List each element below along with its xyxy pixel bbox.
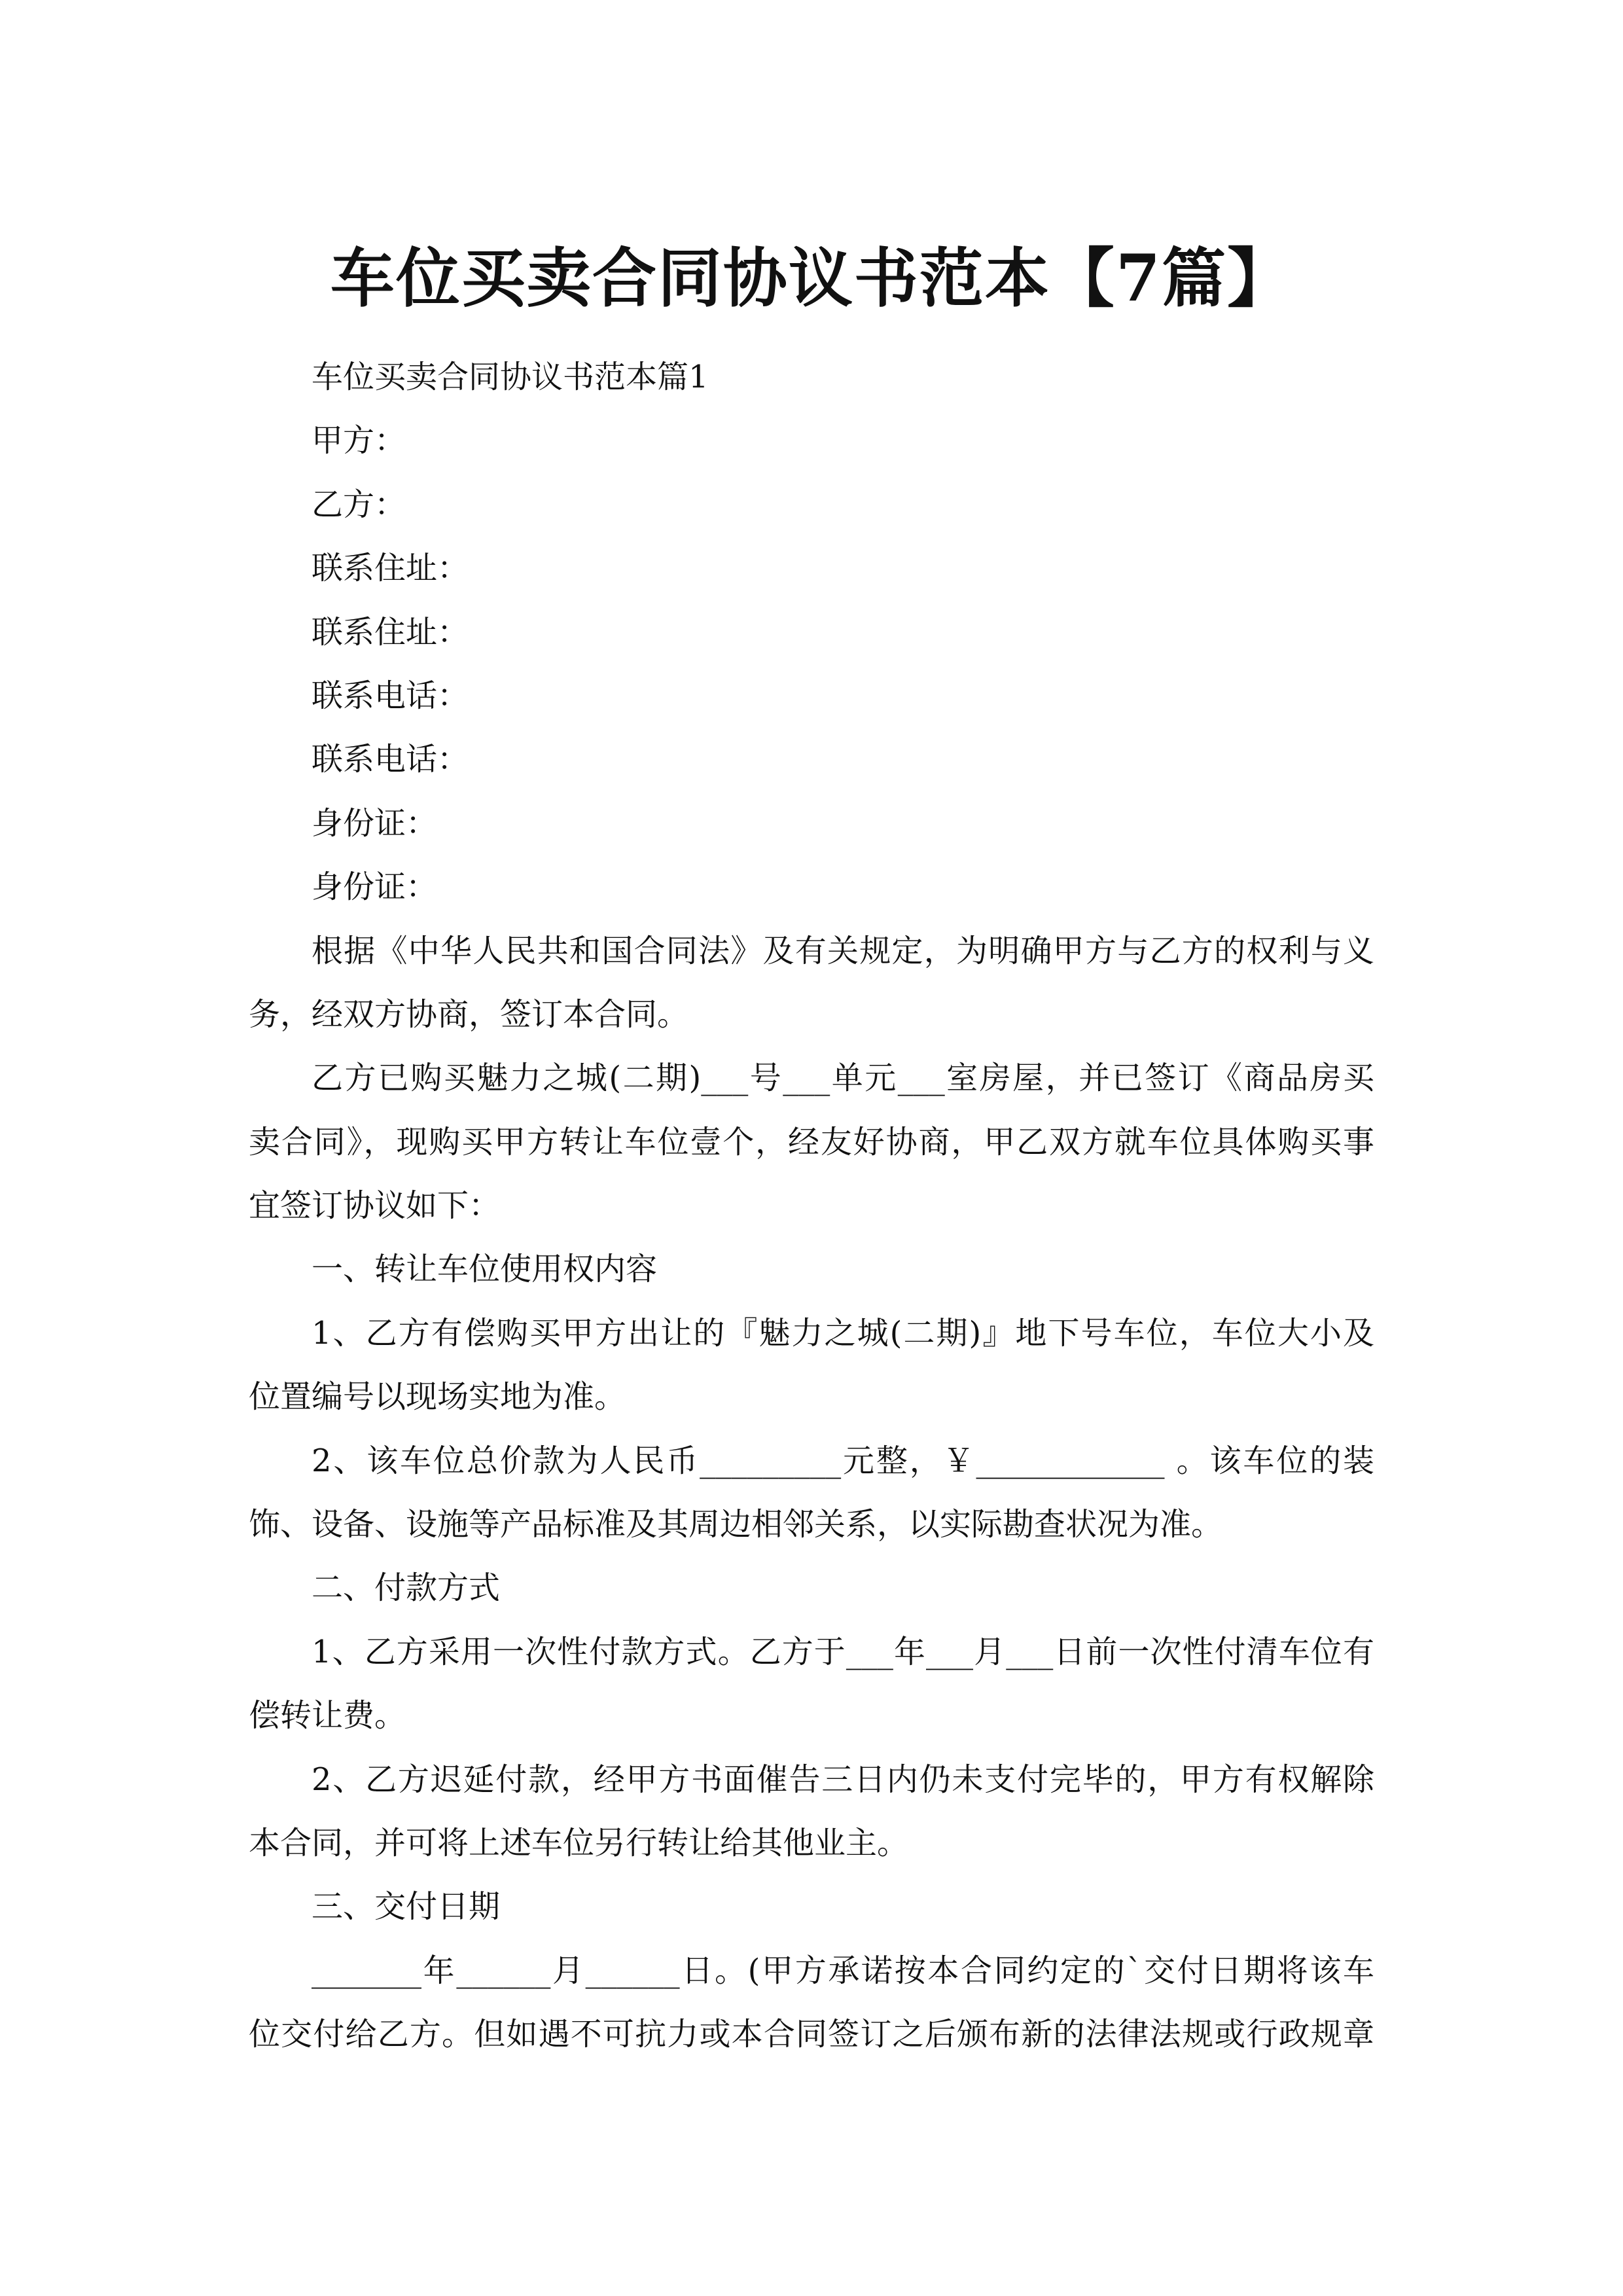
text-line: 偿转让费。 <box>249 1697 406 1734</box>
text-line: 1、乙方采用一次性付款方式。乙方于___年___月___日前一次性付清车位有 <box>312 1633 1374 1670</box>
text-line: 卖合同》，现购买甲方转让车位壹个，经友好协商，甲乙双方就车位具体购买事 <box>249 1123 1374 1160</box>
text-line: 身份证： <box>312 804 438 842</box>
document-title: 车位买卖合同协议书范本【7篇】 <box>330 240 1293 316</box>
text-line: 2、乙方迟延付款，经甲方书面催告三日内仍未支付完毕的，甲方有权解除 <box>312 1761 1374 1798</box>
text-line: 一、转让车位使用权内容 <box>312 1251 658 1288</box>
text-line: 三、交付日期 <box>312 1888 501 1926</box>
text-line: 位交付给乙方。但如遇不可抗力或本合同签订之后颁布新的法律法规或行政规章 <box>249 2016 1374 2053</box>
text-line: 联系电话： <box>312 741 469 778</box>
text-line: 乙方已购买魅力之城(二期)___号___单元___室房屋，并已签订《商品房买 <box>312 1060 1374 1097</box>
text-line: 饰、设备、设施等产品标准及其周边相邻关系，以实际勘查状况为准。 <box>249 1506 1223 1543</box>
text-line: 务，经双方协商，签订本合同。 <box>249 996 689 1033</box>
text-line: 本合同，并可将上述车位另行转让给其他业主。 <box>249 1824 909 1861</box>
text-line: 车位买卖合同协议书范本篇1 <box>312 359 709 395</box>
text-line: 二、付款方式 <box>312 1570 501 1607</box>
text-line: 联系住址： <box>312 613 469 651</box>
text-line: 位置编号以现场实地为准。 <box>249 1378 626 1416</box>
text-line: _______年______月______日。(甲方承诺按本合同约定的`交付日期将该车 <box>312 1952 1374 1989</box>
text-line: 宜签订协议如下： <box>249 1187 501 1225</box>
text-line: 甲方： <box>312 422 406 459</box>
text-line: 联系电话： <box>312 677 469 714</box>
text-line: 身份证： <box>312 869 438 906</box>
text-line: 乙方： <box>312 486 406 523</box>
text-line: 2、该车位总价款为人民币_________元整，￥____________ 。该车位的装 <box>312 1442 1374 1479</box>
text-line: 1、乙方有偿购买甲方出让的『魅力之城(二期)』地下号车位，车位大小及 <box>312 1314 1374 1352</box>
text-line: 联系住址： <box>312 550 469 587</box>
document-body <box>249 346 1374 2067</box>
text-line: 根据《中华人民共和国合同法》及有关规定，为明确甲方与乙方的权利与义 <box>312 932 1374 969</box>
